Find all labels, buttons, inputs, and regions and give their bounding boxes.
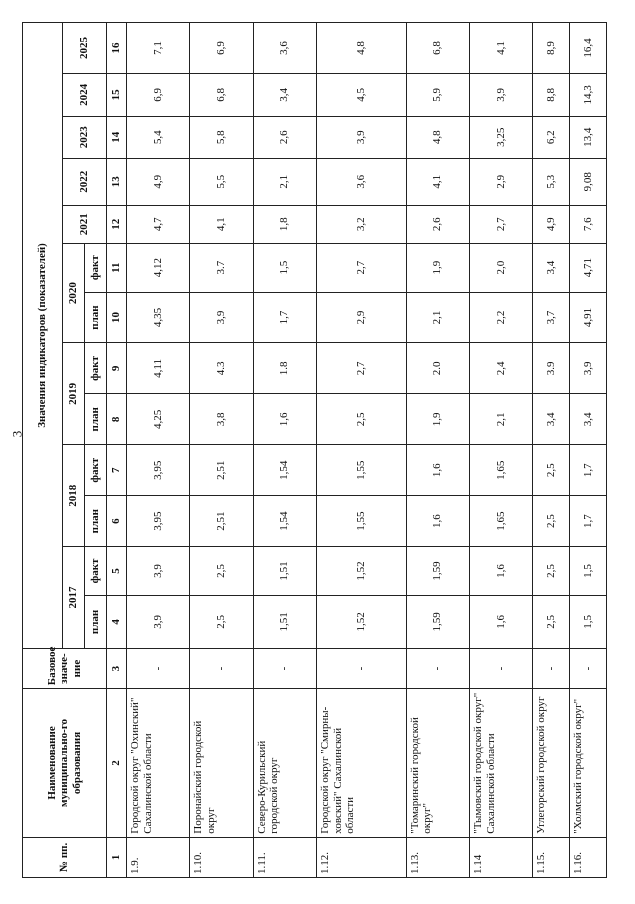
indicator-value: 3,9 xyxy=(127,547,190,596)
col-index: 4 xyxy=(107,595,127,648)
table-row xyxy=(190,23,253,878)
indicator-value: 13,4 xyxy=(570,116,607,158)
year-2023: 2023 xyxy=(63,116,107,158)
indicator-value: 1,8 xyxy=(253,205,316,243)
indicator-value: 5,9 xyxy=(406,74,469,116)
rotated-table-container xyxy=(22,22,607,878)
indicator-value: 4,5 xyxy=(316,74,406,116)
indicator-value: 4,91 xyxy=(570,292,607,343)
indicator-value: 8,9 xyxy=(533,23,570,74)
indicator-value: 3.7 xyxy=(190,243,253,292)
indicator-value: 1.8 xyxy=(253,343,316,394)
indicator-value: 1,5 xyxy=(253,243,316,292)
fact-2019: факт xyxy=(85,343,107,394)
indicator-value: 4,9 xyxy=(533,205,570,243)
indicator-value: 3,9 xyxy=(190,292,253,343)
indicator-value: 2.0 xyxy=(406,343,469,394)
col-index: 7 xyxy=(107,445,127,496)
indicator-value: 3,2 xyxy=(316,205,406,243)
indicator-value: 1,65 xyxy=(469,496,532,547)
indicator-value: 2,9 xyxy=(316,292,406,343)
indicator-value: 1,6 xyxy=(406,445,469,496)
indicator-value: 1,6 xyxy=(469,547,532,596)
indicator-value: 1,59 xyxy=(406,595,469,648)
indicator-value: 6,9 xyxy=(127,74,190,116)
base-value: - xyxy=(253,648,316,688)
col-header-base: Базовое значе-ние xyxy=(23,648,107,688)
base-value: - xyxy=(570,648,607,688)
indicator-value: 2,1 xyxy=(469,394,532,445)
row-number: 1.11. xyxy=(253,837,316,877)
indicator-value: 6,8 xyxy=(406,23,469,74)
col-header-no: № пп. xyxy=(23,837,107,877)
indicator-value: 3.9 xyxy=(533,343,570,394)
table-row xyxy=(406,23,469,878)
base-value: - xyxy=(316,648,406,688)
indicator-value: 7,1 xyxy=(127,23,190,74)
col-index: 3 xyxy=(107,648,127,688)
col-index: 10 xyxy=(107,292,127,343)
indicator-value: 5,8 xyxy=(190,116,253,158)
indicators-table xyxy=(22,22,607,878)
plan-2020: план xyxy=(85,292,107,343)
indicator-value: 1,54 xyxy=(253,496,316,547)
indicator-value: 3,4 xyxy=(570,394,607,445)
indicator-value: 4,71 xyxy=(570,243,607,292)
row-number: 1.14 xyxy=(469,837,532,877)
year-2018: 2018 xyxy=(63,445,85,547)
indicator-value: 8,8 xyxy=(533,74,570,116)
fact-2018: факт xyxy=(85,445,107,496)
indicator-value: 1,9 xyxy=(406,394,469,445)
table-row xyxy=(316,23,406,878)
year-2022: 2022 xyxy=(63,158,107,205)
municipality-name: Городской округ "Смирны-ховский" Сахалинской области xyxy=(316,689,406,838)
indicator-value: 1,55 xyxy=(316,445,406,496)
indicator-value: 6,9 xyxy=(190,23,253,74)
indicator-value: 2,7 xyxy=(316,243,406,292)
year-2017: 2017 xyxy=(63,547,85,649)
col-header-name: Наименование муниципально-го образования xyxy=(23,689,107,838)
indicator-value: 2,51 xyxy=(190,496,253,547)
indicator-value: 5,5 xyxy=(190,158,253,205)
indicator-value: 2,5 xyxy=(533,445,570,496)
indicator-value: 1,54 xyxy=(253,445,316,496)
page-number: 3 xyxy=(9,430,25,438)
row-number: 1.15. xyxy=(533,837,570,877)
indicator-value: 2,0 xyxy=(469,243,532,292)
indicator-value: 1,7 xyxy=(570,445,607,496)
indicator-value: 6,2 xyxy=(533,116,570,158)
table-row xyxy=(469,23,532,878)
municipality-name: "Томаринский городской округ" xyxy=(406,689,469,838)
indicator-value: 3,8 xyxy=(190,394,253,445)
indicator-value: 4,11 xyxy=(127,343,190,394)
year-2025: 2025 xyxy=(63,23,107,74)
indicator-value: 1,51 xyxy=(253,595,316,648)
base-value: - xyxy=(190,648,253,688)
indicator-value: 1,52 xyxy=(316,547,406,596)
indicator-value: 4,1 xyxy=(406,158,469,205)
plan-2019: план xyxy=(85,394,107,445)
indicator-value: 2,5 xyxy=(533,496,570,547)
indicator-value: 3,4 xyxy=(533,243,570,292)
indicator-value: 1,6 xyxy=(253,394,316,445)
row-number: 1.10. xyxy=(190,837,253,877)
indicator-value: 4,1 xyxy=(190,205,253,243)
year-2024: 2024 xyxy=(63,74,107,116)
indicator-value: 1,55 xyxy=(316,496,406,547)
indicator-value: 2,51 xyxy=(190,445,253,496)
indicator-value: 1,7 xyxy=(253,292,316,343)
col-index: 16 xyxy=(107,23,127,74)
col-header-values-group: Значения индикаторов (показателей) xyxy=(23,23,63,649)
indicator-value: 2,6 xyxy=(253,116,316,158)
indicator-value: 2,6 xyxy=(406,205,469,243)
indicator-value: 3,9 xyxy=(469,74,532,116)
col-index: 2 xyxy=(107,689,127,838)
year-2019: 2019 xyxy=(63,343,85,445)
indicator-value: 3,9 xyxy=(316,116,406,158)
indicator-value: 2,7 xyxy=(469,205,532,243)
municipality-name: Поронайский городской округ xyxy=(190,689,253,838)
indicator-value: 2,2 xyxy=(469,292,532,343)
indicator-value: 2,4 xyxy=(469,343,532,394)
year-2021: 2021 xyxy=(63,205,107,243)
indicator-value: 3,6 xyxy=(253,23,316,74)
col-index: 11 xyxy=(107,243,127,292)
indicator-value: 4,8 xyxy=(406,116,469,158)
municipality-name: Северо-Курильский городской округ xyxy=(253,689,316,838)
indicator-value: 4,25 xyxy=(127,394,190,445)
base-value: - xyxy=(533,648,570,688)
indicator-value: 7,6 xyxy=(570,205,607,243)
col-index: 5 xyxy=(107,547,127,596)
year-2020: 2020 xyxy=(63,243,85,343)
indicator-value: 1,7 xyxy=(570,496,607,547)
indicator-value: 1,52 xyxy=(316,595,406,648)
col-index: 13 xyxy=(107,158,127,205)
col-index: 15 xyxy=(107,74,127,116)
indicator-value: 1,51 xyxy=(253,547,316,596)
col-index: 9 xyxy=(107,343,127,394)
indicator-value: 4,12 xyxy=(127,243,190,292)
column-index-row xyxy=(107,23,127,878)
table-row xyxy=(127,23,190,878)
indicator-value: 2,1 xyxy=(406,292,469,343)
base-value: - xyxy=(406,648,469,688)
indicator-value: 1,6 xyxy=(469,595,532,648)
indicator-value: 14,3 xyxy=(570,74,607,116)
municipality-name: Углегорский городской округ xyxy=(533,689,570,838)
municipality-name: "Холмский городской округ" xyxy=(570,689,607,838)
plan-2017: план xyxy=(85,595,107,648)
indicator-value: 4,9 xyxy=(127,158,190,205)
indicator-value: 2,5 xyxy=(190,547,253,596)
col-index: 8 xyxy=(107,394,127,445)
col-index: 1 xyxy=(107,837,127,877)
indicator-value: 2,5 xyxy=(190,595,253,648)
table-row xyxy=(570,23,607,878)
fact-2020: факт xyxy=(85,243,107,292)
indicator-value: 1,65 xyxy=(469,445,532,496)
indicator-value: 6,8 xyxy=(190,74,253,116)
indicator-value: 1,9 xyxy=(406,243,469,292)
municipality-name: Городской округ "Охинский" Сахалинской области xyxy=(127,689,190,838)
indicator-value: 4,1 xyxy=(469,23,532,74)
indicator-value: 4,7 xyxy=(127,205,190,243)
row-number: 1.16. xyxy=(570,837,607,877)
plan-2018: план xyxy=(85,496,107,547)
indicator-value: 2,7 xyxy=(316,343,406,394)
indicator-value: 1,5 xyxy=(570,547,607,596)
table-row xyxy=(533,23,570,878)
indicator-value: 1,59 xyxy=(406,547,469,596)
indicator-value: 5,3 xyxy=(533,158,570,205)
indicator-value: 4,35 xyxy=(127,292,190,343)
base-value: - xyxy=(469,648,532,688)
indicator-value: 2,9 xyxy=(469,158,532,205)
row-number: 1.9. xyxy=(127,837,190,877)
indicator-value: 3,9 xyxy=(570,343,607,394)
indicator-value: 3,6 xyxy=(316,158,406,205)
municipality-name: "Тымовский городской округ" Сахалинской области xyxy=(469,689,532,838)
indicator-value: 3,9 xyxy=(127,595,190,648)
indicator-value: 1,6 xyxy=(406,496,469,547)
indicator-value: 4,8 xyxy=(316,23,406,74)
col-index: 12 xyxy=(107,205,127,243)
col-index: 14 xyxy=(107,116,127,158)
indicator-value: 3,25 xyxy=(469,116,532,158)
indicator-value: 5,4 xyxy=(127,116,190,158)
indicator-value: 2,1 xyxy=(253,158,316,205)
indicator-value: 2,5 xyxy=(533,595,570,648)
indicator-value: 4.3 xyxy=(190,343,253,394)
col-index: 6 xyxy=(107,496,127,547)
indicator-value: 3,95 xyxy=(127,496,190,547)
indicator-value: 3,95 xyxy=(127,445,190,496)
indicator-value: 2,5 xyxy=(533,547,570,596)
indicator-value: 3,4 xyxy=(253,74,316,116)
table-row xyxy=(253,23,316,878)
indicator-value: 3,4 xyxy=(533,394,570,445)
fact-2017: факт xyxy=(85,547,107,596)
row-number: 1.13. xyxy=(406,837,469,877)
indicator-value: 1,5 xyxy=(570,595,607,648)
indicator-value: 9,08 xyxy=(570,158,607,205)
base-value: - xyxy=(127,648,190,688)
row-number: 1.12. xyxy=(316,837,406,877)
indicator-value: 3,7 xyxy=(533,292,570,343)
indicator-value: 2,5 xyxy=(316,394,406,445)
indicator-value: 16,4 xyxy=(570,23,607,74)
